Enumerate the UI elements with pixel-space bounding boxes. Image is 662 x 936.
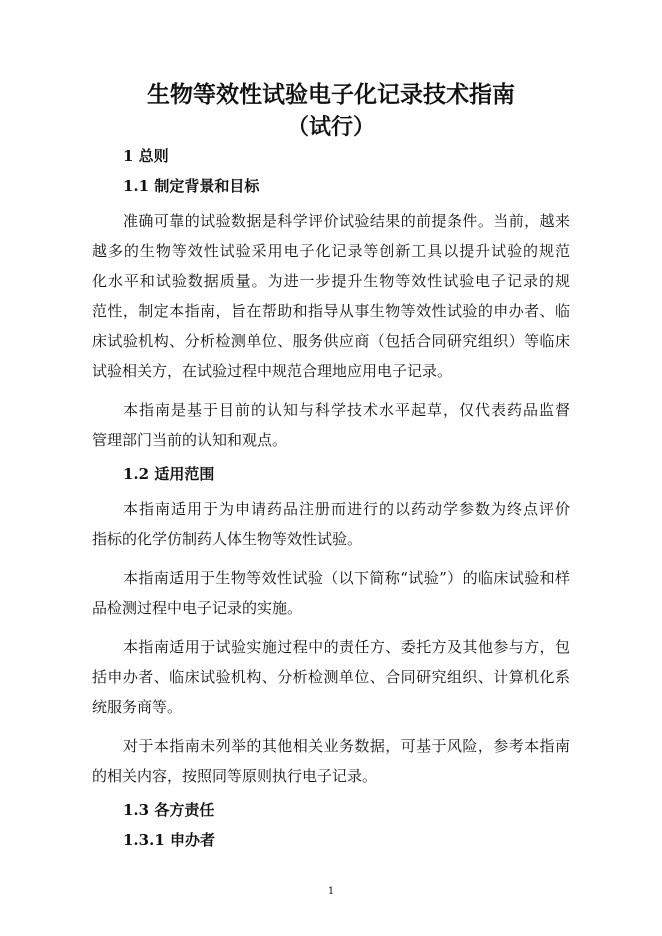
paragraph-line: 括申办者、临床试验机构、分析检测单位、合同研究组织、计算机化系 [92, 668, 570, 686]
paragraph-line: 指标的化学仿制药人体生物等效性试验。 [92, 530, 363, 548]
paragraph-line: 准确可靠的试验数据是科学评价试验结果的前提条件。当前，越来 [123, 212, 570, 230]
paragraph-line: 对于本指南未列举的其他相关业务数据，可基于风险，参考本指南 [123, 737, 570, 755]
page-number: 1 [327, 886, 335, 897]
paragraph-line: 品检测过程中电子记录的实施。 [92, 599, 303, 617]
paragraph-line: 的相关内容，按照同等原则执行电子记录。 [92, 767, 378, 785]
paragraph-line: 床试验机构、分析检测单位、服务供应商（包括合同研究组织）等临床 [92, 332, 570, 350]
paragraph-line: 化水平和试验数据质量。为进一步提升生物等效性试验电子记录的规 [92, 272, 570, 290]
paragraph-line: 本指南是基于目前的认知与科学技术水平起草，仅代表药品监督 [123, 401, 570, 419]
document-body [92, 146, 570, 860]
paragraph-1-2-2 [92, 563, 570, 623]
paragraph-line: 本指南适用于为申请药品注册而进行的以药动学参数为终点评价 [123, 500, 570, 518]
section-heading-1-2: 1.2 适用范围 [123, 465, 215, 483]
paragraph-line: 本指南适用于生物等效性试验（以下简称“试验”）的临床试验和样 [123, 569, 570, 587]
paragraph-line: 管理部门当前的认知和观点。 [92, 431, 288, 449]
section-heading-1-3: 1.3 各方责任 [123, 801, 215, 819]
section-heading-1-1: 1.1 制定背景和目标 [123, 177, 260, 195]
paragraph-1-1-2 [92, 395, 570, 455]
paragraph-1-2-4 [92, 731, 570, 791]
section-heading-1-3-1: 1.3.1 申办者 [123, 831, 215, 849]
paragraph-line: 越多的生物等效性试验采用电子化记录等创新工具以提升试验的规范 [92, 242, 570, 260]
paragraph-1-2-3 [92, 632, 570, 722]
paragraph-1-2-1 [92, 494, 570, 554]
paragraph-line: 本指南适用于试验实施过程中的责任方、委托方及其他参与方，包 [123, 638, 570, 656]
paragraph-line: 统服务商等。 [92, 698, 183, 716]
document-title: 生物等效性试验电子化记录技术指南 [147, 81, 515, 108]
document-subtitle: （试行） [286, 114, 375, 140]
section-heading-1: 1 总则 [123, 147, 169, 165]
paragraph-line: 范性，制定本指南，旨在帮助和指导从事生物等效性试验的申办者、临 [92, 302, 570, 320]
paragraph-line: 试验相关方，在试验过程中规范合理地应用电子记录。 [92, 362, 453, 380]
paragraph-1-1-1 [92, 206, 570, 386]
